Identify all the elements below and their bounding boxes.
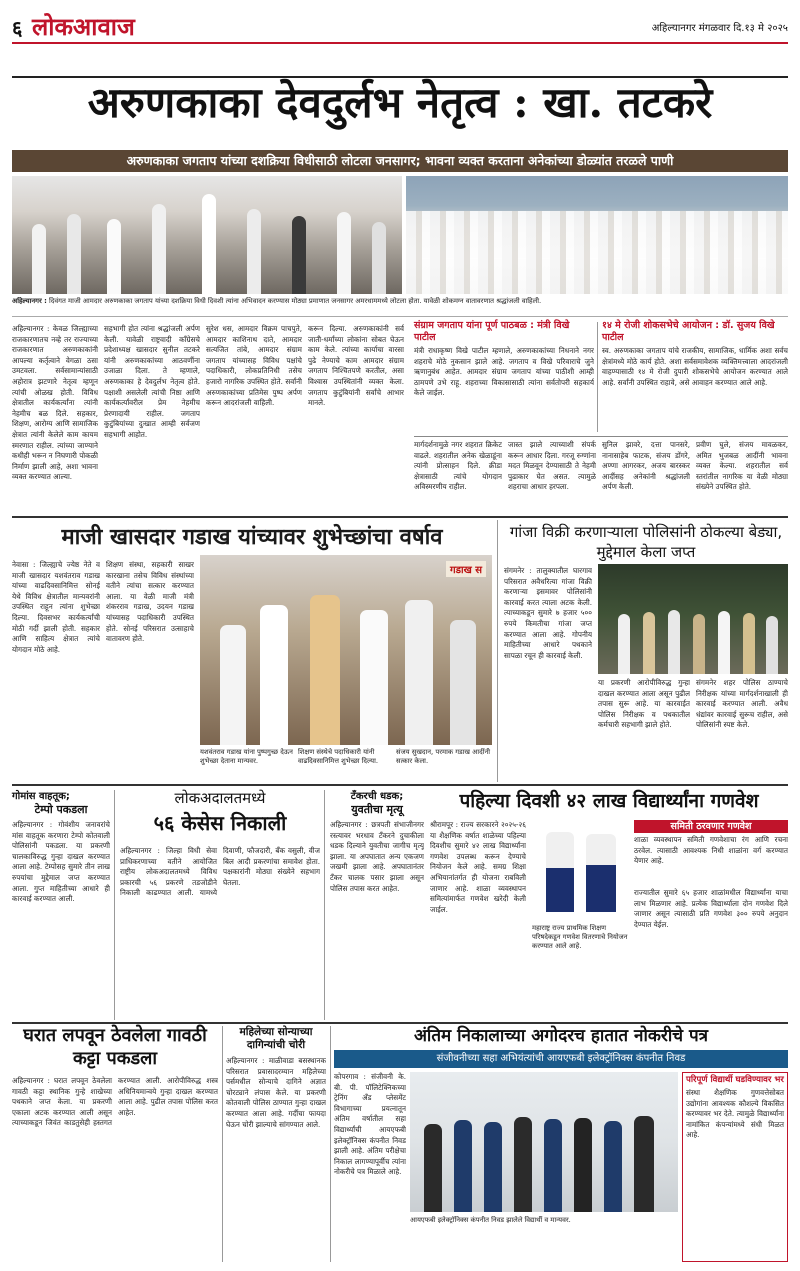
- lead-caption-text: दिवंगत माजी आमदार अरुणकाका जगताप यांच्या दशक्रिया विधी दिवशी त्यांना अभिवादन करण्यास मोठ्या प्रमाणात जनसागर अमरधाममध्ये लोटला होता. यावेळी शोकमग्न वातावरणात श्रद्धांजली वाहिली.: [46, 297, 542, 305]
- ganvesh-box-text: शाळा व्यवस्थापन समिती गणवेशाचा रंग आणि रचना ठरवेल. त्यासाठी आवश्यक निधी शाळांना वर्ग करण्यात येणार आहे.: [634, 835, 788, 866]
- dateline: अहिल्यानगर मंगळवार दि.१३ मे २०२५: [651, 23, 788, 34]
- lead-col-2: सहभागी होत त्यांना श्रद्धांजली अर्पण केली. यावेळी राष्ट्रवादी काँग्रेसचे प्रदेशाध्यक्ष खासदार सुनील तटकरे यांनी अरुणकाकांच्या आठवणींना उजाळा दिला. ते म्हणाले, अरुणकाका हे देवदुर्लभ नेतृत्व होते. पक्षाशी असलेली त्यांची निष्ठा आणि कार्यकर्त्यांवरील प्रेम नेहमीच प्रेरणादायी राहील. जगताप कुटुंबियांच्या दुःखात आम्ही सर्वजण सहभागी आहोत.: [104, 324, 200, 439]
- gharat-headline: घरात लपवून ठेवलेला गावठी कट्टा पकडला: [23, 1025, 207, 1069]
- sanjeevani-strap: संजीवनीच्या सहा अभियंत्यांची आयएफबी इलेक्ट्रॉनिक्स कंपनीत निवड: [334, 1050, 788, 1068]
- sanjeevani-headline: अंतिम निकालाच्या अगोदरच हातात नोकरीचे पत्र: [413, 1026, 709, 1046]
- gadakh-headline: माजी खासदार गडाख यांच्यावर शुभेच्छांचा वर्षाव: [61, 524, 443, 550]
- sanjeevani-photo: [410, 1072, 678, 1212]
- side-story-text: मंत्री राधाकृष्ण विखे पाटील म्हणाले, अरुणकाकांच्या निधनाने नगर शहराचे मोठे नुकसान झाले आहे. जगताप व विखे परिवाराचे जुने ऋणानुबंध आहेत. आमदार संग्राम जगताप यांच्या पाठीशी आम्ही ठामपणे उभे राहू. शहराच्या विकासासाठी त्यांना सर्वतोपरी सहकार्य केले जाईल.: [414, 346, 594, 398]
- sanjeevani-text: कोपरगाव : संजीवनी के. बी. पी. पॉलिटेक्निकच्या ट्रेनिंग अँड प्लेसमेंट विभागाच्या प्रयत्नातून अंतिम वर्षातील सहा विद्यार्थ्यांची आयएफबी इलेक्ट्रॉनिक्स कंपनीत निवड झाली आहे. अंतिम परीक्षेचा निकाल लागण्यापूर्वीच त्यांना नोकरीचे पत्र मिळाले आहे.: [334, 1072, 406, 1177]
- sanjeevani-box-text: संस्था शैक्षणिक गुणवत्तेसोबत उद्योगांना आवश्यक कौशल्ये विकसित करण्यावर भर देते. त्यामुळे विद्यार्थ्यांना नामांकित कंपन्यांमध्ये संधी मिळत आहे.: [686, 1088, 784, 1140]
- chori-text: अहिल्यानगर : माळीवाडा बसस्थानक परिसरात प्रवासादरम्यान महिलेच्या पर्समधील सोन्याचे दागिने अज्ञात चोरट्याने लंपास केले. या प्रकरणी कोतवाली पोलिस ठाण्यात गुन्हा दाखल करण्यात आला आहे. गर्दीचा फायदा घेऊन चोरी झाल्याचे सांगण्यात आले.: [226, 1056, 326, 1129]
- gadakh-caption-1: यशवंतराव गडाख यांना पुष्पगुच्छ देऊन शुभेच्छा देताना मान्यवर.: [200, 748, 293, 765]
- gharat-text: अहिल्यानगर : घरात लपवून ठेवलेला गावठी कट्टा स्थानिक गुन्हे शाखेच्या पथकाने जप्त केला. या प्रकरणी एकाला अटक करण्यात आली असून त्याच्याकडून जिवंत काडतुसेही हस्तगत करण्यात आली. आरोपीविरुद्ध शस्त्र अधिनियमान्वये गुन्हा दाखल करण्यात आला आहे. पुढील तपास पोलिस करत आहेत.: [12, 1076, 218, 1128]
- lead-caption: [12, 297, 788, 317]
- side-story-sujay: [602, 320, 788, 432]
- gadakh-caption-2: शिक्षण संस्थेचे पदाधिकारी यांनी वाढदिवसानिमित्त शुभेच्छा दिल्या.: [298, 748, 379, 765]
- lower-col-2: जास्त झाले त्याच्याशी संपर्क करून आधार दिला. गरजू रुग्णांना मदत मिळवून देण्यासाठी ते नेहमी पुढाकार घेत असत. त्यामुळे शहराचा आधार हरपला.: [508, 440, 596, 492]
- lead-headline: अरुणकाका देवदुर्लभ नेतृत्व : खा. तटकरे: [12, 76, 788, 128]
- lead-col-3: सुरेश धस, आमदार विक्रम पाचपुते, आमदार काशिनाथ दाते, आमदार सत्यजित तांबे, आमदार संग्राम जगताप यांच्यासह विविध पक्षांचे पदाधिकारी, लोकप्रतिनिधी तसेच हजारो नागरिक उपस्थित होते. सर्वांनी अरुणकाकांच्या प्रतिमेस पुष्प अर्पण करून आदरांजली वाहिली.: [206, 324, 302, 408]
- ganja-col-2: या प्रकरणी आरोपीविरुद्ध गुन्हा दाखल करण्यात आला असून पुढील तपास सुरू आहे. या कारवाईत पोलिस निरीक्षक व पथकातील कर्मचारी सहभागी झाले होते.: [598, 678, 690, 730]
- lead-caption-lead: अहिल्यानगर :: [12, 297, 47, 305]
- lower-col-3: सुनिल झावरे, दत्ता पानसरे, नानासाहेब फाटक, संजय डोंगरे, अण्णा आगरकर, अजय बारस्कर आदींसह अनेकांनी श्रद्धांजली अर्पण केली.: [602, 440, 690, 492]
- chori-headline: महिलेच्या सोन्याच्या दागिन्यांची चोरी: [239, 1026, 313, 1051]
- ganja-col-3: संगमनेर शहर पोलिस ठाण्याचे निरीक्षक यांच्या मार्गदर्शनाखाली ही कारवाई करण्यात आली. अवैध धंद्यांवर कारवाई सुरूच राहील, असे पोलिसांनी स्पष्ट केले.: [696, 678, 788, 730]
- side-story-title: संग्राम जगताप यांना पूर्ण पाठबळ : मंत्री विखे पाटील: [414, 320, 570, 343]
- lead-strap-text: अरुणकाका जगताप यांच्या दशक्रिया विधीसाठी लोटला जनसागर; भावना व्यक्त करताना अनेकांच्या डोळ्यांत तरळले पाणी: [126, 153, 674, 168]
- tempo-kicker: गोमांस वाहतूक;: [12, 791, 70, 802]
- tempo-headline: टेम्पो पकडला: [34, 803, 88, 816]
- gadakh-photo-banner: गडाख स: [446, 561, 486, 577]
- lower-col-4: प्रवीण घुले, संजय मावळकर, अमित भुजबळ आदींनी भावना व्यक्त केल्या. शहरातील सर्व स्तरांतील नागरिक या वेळी मोठ्या संख्येने उपस्थित होते.: [696, 440, 788, 492]
- lokadalat-kicker: लोकअदालतमध्ये: [174, 789, 266, 807]
- side-story-text-2: स्व. अरुणकाका जगताप यांचे राजकीय, सामाजिक, धार्मिक अशा सर्वच क्षेत्रांमध्ये मोठे कार्य होते. अशा सर्वसमावेशक व्यक्तिमत्त्वाला आदरांजली वाहण्यासाठी १४ मे रोजी दुपारी शोकसभेचे आयोजन करण्यात आले आहे. सर्वांनी उपस्थित राहावे, असे आवाहन करण्यात आले आहे.: [602, 346, 788, 387]
- yuvati-story: [330, 790, 424, 1020]
- yuvati-kicker: टँकरची धडक;: [350, 791, 404, 802]
- logo: लोकआवाज: [32, 12, 135, 41]
- tempo-text: अहिल्यानगर : गोवंशीय जनावरांचे मांस वाहतूक करणारा टेम्पो कोतवाली पोलिसांनी पकडला. या प्रकरणी चालकाविरुद्ध गुन्हा दाखल करण्यात आला आहे. टेम्पोसह सुमारे तीन लाख रुपयांचा मुद्देमाल जप्त करण्यात आला. गुप्त माहितीच्या आधारे ही कारवाई करण्यात आली.: [12, 820, 110, 904]
- ganja-col-1: संगमनेर : तालुक्यातील घारगाव परिसरात अवैधरित्या गांजा विक्री करणाऱ्या इसमावर पोलिसांनी कारवाई करत त्याला अटक केली. त्याच्याकडून सुमारे ७ हजार ५०० रुपये किमतीचा गांजा जप्त करण्यात आला आहे. गोपनीय माहितीच्या आधारे पथकाने सापळा रचून ही कारवाई केली.: [504, 566, 592, 660]
- ganvesh-col-right: राज्यातील सुमारे ६५ हजार शाळांमधील विद्यार्थ्यांना याचा लाभ मिळणार आहे. प्रत्येक विद्यार्थ्याला दोन गणवेश दिले जाणार असून त्यासाठी प्रति गणवेश ३०० रुपये अनुदान देण्यात येईल.: [634, 888, 788, 929]
- lead-strap: [12, 150, 788, 172]
- lower-col-1: मार्गदर्शनामुळे नगर शहरात क्रिकेट वाढले. शहरातील अनेक खेळाडूंना त्यांनी प्रोत्साहन दिले. क्रीडा क्षेत्रासाठी त्यांचे योगदान अविस्मरणीय राहील.: [414, 440, 502, 492]
- ganja-headline: गांजा विक्री करणाऱ्याला पोलिसांनी ठोकल्या बेड्या, मुद्देमाल केला जप्त: [509, 523, 783, 561]
- ganvesh-text: श्रीरामपूर : राज्य सरकारने २०२५-२६ या शैक्षणिक वर्षात शाळेच्या पहिल्या दिवशीच सुमारे ४२ लाख विद्यार्थ्यांना गणवेश उपलब्ध करून देण्याचे नियोजन केले आहे. समग्र शिक्षा अभियानांतर्गत ही योजना राबविली जाणार आहे. शाळा व्यवस्थापन समित्यांमार्फत गणवेश खरेदी केली जाईल.: [430, 820, 526, 914]
- gadakh-col-2: शिक्षण संस्था, सहकारी साखर कारखाना तसेच विविध संस्थांच्या वतीने त्यांचा सत्कार करण्यात आला. या वेळी माजी मंत्री शंकरराव गडाख, उदयन गडाख यांच्यासह पदाधिकारी उपस्थित होते. सोनई परिसरात उत्साहाचे वातावरण होते.: [106, 560, 194, 644]
- lead-photo-right: [406, 176, 788, 294]
- ganvesh-photo: [532, 820, 628, 920]
- yuvati-text: अहिल्यानगर : छत्रपती संभाजीनगर रस्त्यावर भरधाव टँकरने दुचाकीला धडक दिल्याने युवतीचा जागीच मृत्यू झाला. या अपघातात अन्य एकजण जखमी झाला आहे. अपघातानंतर टँकर चालक पसार झाला असून पोलिस तपास करत आहेत.: [330, 820, 424, 893]
- tempo-story: [12, 790, 110, 1020]
- lead-photo-left: [12, 176, 402, 294]
- gadakh-photo: [200, 555, 492, 745]
- ganja-photo: [598, 564, 788, 674]
- sanjeevani-caption: आयएफबी इलेक्ट्रॉनिक्स कंपनीत निवड झालेले विद्यार्थी व मान्यवर.: [410, 1216, 571, 1224]
- sanjeevani-box-title: परिपूर्ण विद्यार्थी घडविण्यावर भर: [686, 1075, 784, 1085]
- sanjeevani-box: [682, 1072, 788, 1262]
- lokadalat-headline: ५६ केसेस निकाली: [153, 811, 287, 835]
- ganvesh-box-title: समिती ठरवणार गणवेश: [634, 820, 788, 833]
- gadakh-caption-3: संजय सुखदान, परमाक गडाख आदींनी सत्कार केला.: [396, 748, 490, 765]
- gadakh-col-1: नेवासा : जिल्ह्याचे ज्येष्ठ नेते व माजी खासदार यशवंतराव गडाख यांच्या वाढदिवसानिमित्त सोनई येथे विविध क्षेत्रातील मान्यवरांनी उपस्थित राहून त्यांना शुभेच्छा दिल्या. दिवसभर कार्यकर्त्यांची मोठी गर्दी झाली होती. सहकार आणि साहित्य क्षेत्रात त्यांचे योगदान मोठे आहे.: [12, 560, 100, 654]
- masthead: [12, 8, 788, 44]
- side-story-title-2: १४ मे रोजी शोकसभेचे आयोजन : डॉ. सुजय विखे पाटील: [602, 320, 775, 343]
- ganvesh-caption: महाराष्ट्र राज्य प्राथमिक शिक्षण परिषदेकडून गणवेश वितरणाचे नियोजन करण्यात आले आहे.: [532, 924, 628, 950]
- ganvesh-headline: पहिल्या दिवशी ४२ लाख विद्यार्थ्यांना गणवेश: [459, 790, 759, 812]
- side-story-vikhe: [414, 320, 594, 432]
- page-number: ६: [12, 16, 23, 40]
- lead-col-1: अहिल्यानगर : केवळ जिल्ह्याच्या राजकारणातच नव्हे तर राज्याच्या राजकारणात अरुणकाकांनी आपल्या कर्तृत्वाने वेगळा ठसा उमटवला. सर्वसामान्यांसाठी अहोरात्र झटणारे नेतृत्व म्हणून त्यांची ओळख होती. विविध क्षेत्रातील कार्यकर्त्यांना त्यांनी नेहमीच बळ दिले. सहकार, शिक्षण, आरोग्य आणि सामाजिक क्षेत्रात त्यांनी केलेले काम कायम स्मरणात राहील. त्यांच्या जाण्याने कधीही भरून न निघणारी पोकळी निर्माण झाली आहे, अशा भावना व्यक्त करण्यात आल्या.: [12, 324, 98, 482]
- lokadalat-text: अहिल्यानगर : जिल्हा विधी सेवा प्राधिकरणाच्या वतीने आयोजित राष्ट्रीय लोकअदालतमध्ये विविध प्रकारची ५६ प्रकरणे तडजोडीने निकाली काढण्यात आली. यामध्ये दिवाणी, फौजदारी, बँक वसुली, वीज बिल आदी प्रकरणांचा समावेश होता. पक्षकारांनी मोठ्या संख्येने सहभाग घेतला.: [120, 846, 320, 898]
- yuvati-headline: युवतीचा मृत्यू: [351, 803, 403, 816]
- ganvesh-box: [634, 820, 788, 884]
- lead-col-4: करून दिल्या. अरुणकाकांनी सर्व जाती-धर्मांच्या लोकांना सोबत घेऊन काम केले. त्यांच्या कार्याचा वारसा पुढे नेण्याचे काम आमदार संग्राम जगताप निश्चितपणे करतील, असा विश्वास उपस्थितांनी व्यक्त केला. जगताप कुटुंबियांनी सर्वांचे आभार मानले.: [308, 324, 404, 408]
